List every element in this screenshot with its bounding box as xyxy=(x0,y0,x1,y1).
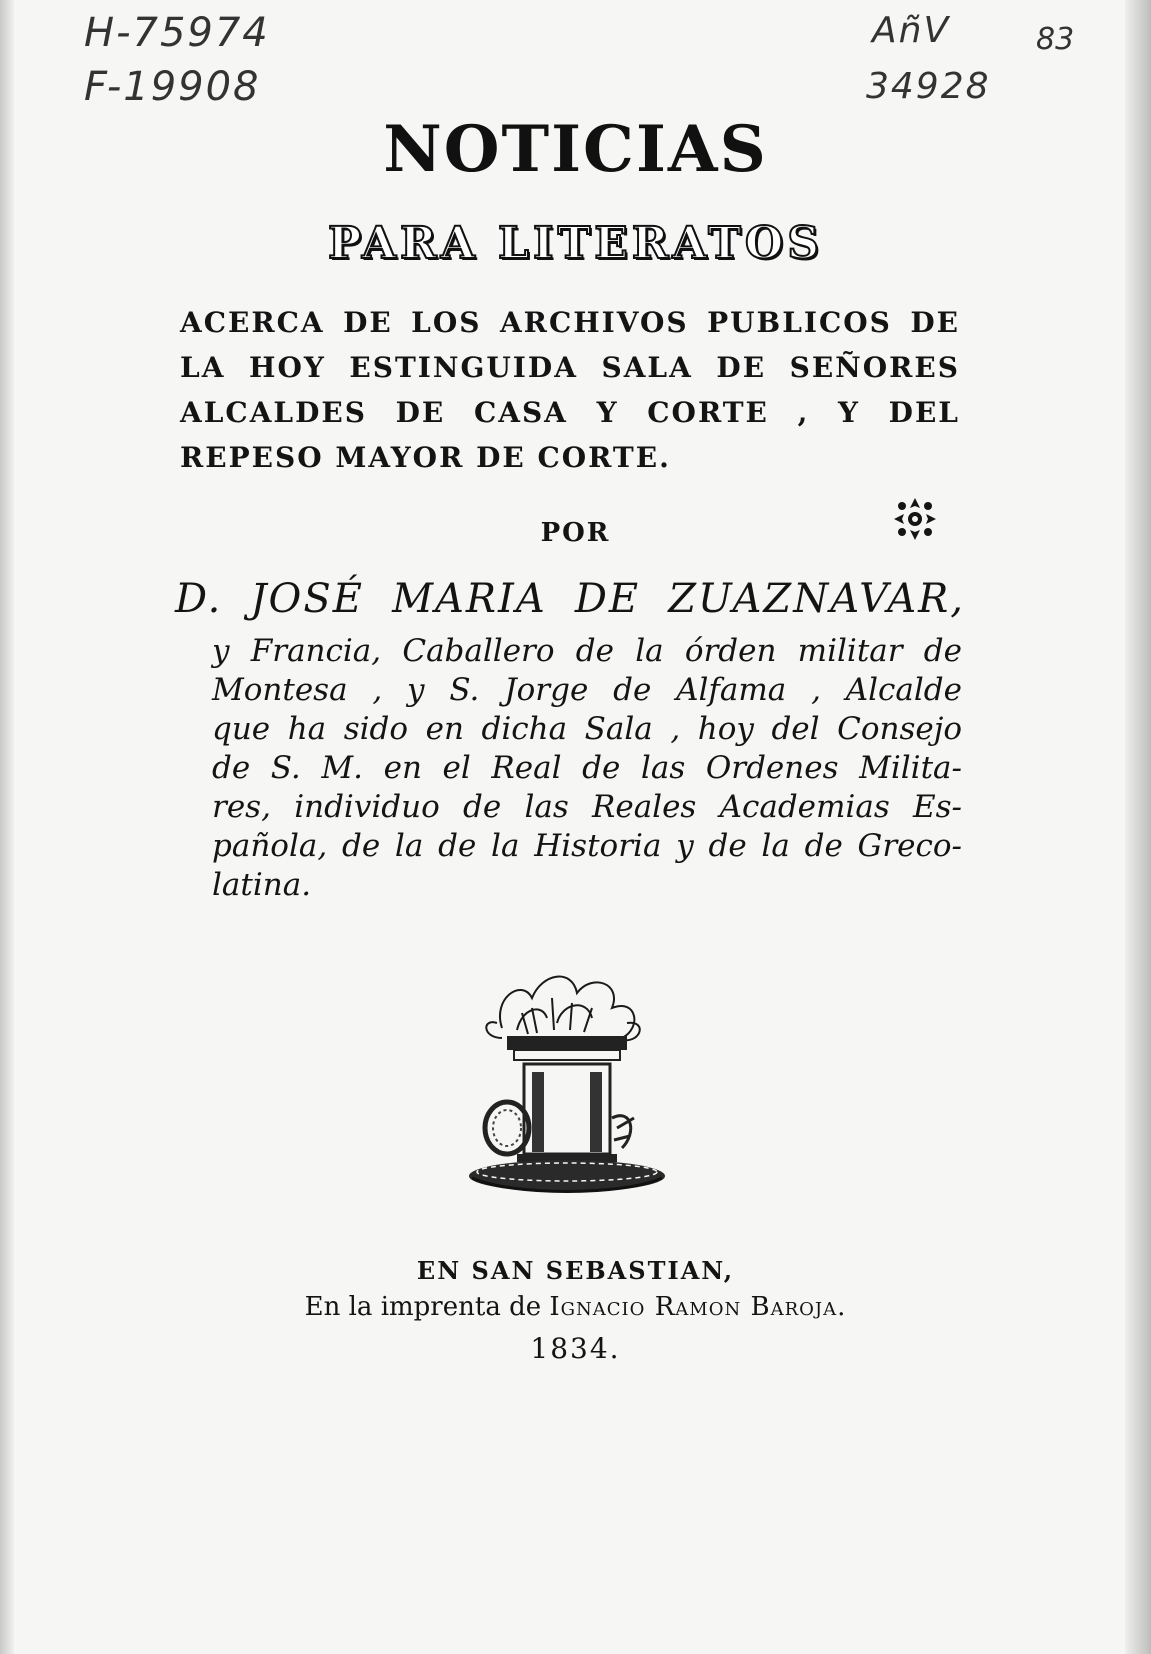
shelfmark-line-1: H-75974 xyxy=(84,10,270,56)
subtitle-block xyxy=(180,300,960,480)
title-main: NOTICIAS xyxy=(383,112,768,187)
description-line: pañola, de la de la Historia y de la de Greco- xyxy=(212,828,962,864)
shelfmark-line-2: F-19908 xyxy=(84,64,261,110)
description-line: y Francia, Caballero de la órden militar de xyxy=(212,633,962,669)
subtitle-line: ALCALDES DE CASA Y CORTE , Y DEL xyxy=(180,396,960,429)
imprint-printer-prefix: En la imprenta de xyxy=(304,1292,542,1322)
catalog-mark-line-2: 34928 xyxy=(866,66,991,107)
description-line: que ha sido en dicha Sala , hoy del Consejo xyxy=(212,711,962,747)
by-line: POR xyxy=(540,518,611,548)
altar-vignette-icon xyxy=(462,968,672,1208)
imprint-place: EN SAN SEBASTIAN, xyxy=(416,1256,735,1285)
imprint-printer-name: Ignacio Ramon Baroja. xyxy=(549,1292,847,1322)
imprint-printer xyxy=(0,1292,1151,1322)
author-name: D. JOSÉ MARIA DE ZUAZNAVAR, xyxy=(175,576,965,622)
imprint-year: 1834. xyxy=(530,1332,621,1365)
subtitle-line: LA HOY ESTINGUIDA SALA DE SEÑORES xyxy=(180,351,960,384)
description-line: de S. M. en el Real de las Ordenes Milita- xyxy=(212,750,962,786)
subtitle-line: REPESO MAYOR DE CORTE. xyxy=(180,441,671,474)
description-line: res, individuo de las Reales Academias Es- xyxy=(212,789,962,825)
description-line: latina. xyxy=(212,867,312,903)
title-secondary: PARA LITERATOS xyxy=(328,218,823,269)
catalog-mark-line-1: AñV xyxy=(872,10,951,51)
subtitle-line: ACERCA DE LOS ARCHIVOS PUBLICOS DE xyxy=(180,306,960,339)
description-line: Montesa , y S. Jorge de Alfama , Alcalde xyxy=(212,672,962,708)
page-number: 83 xyxy=(1036,22,1075,57)
author-description xyxy=(212,632,962,905)
